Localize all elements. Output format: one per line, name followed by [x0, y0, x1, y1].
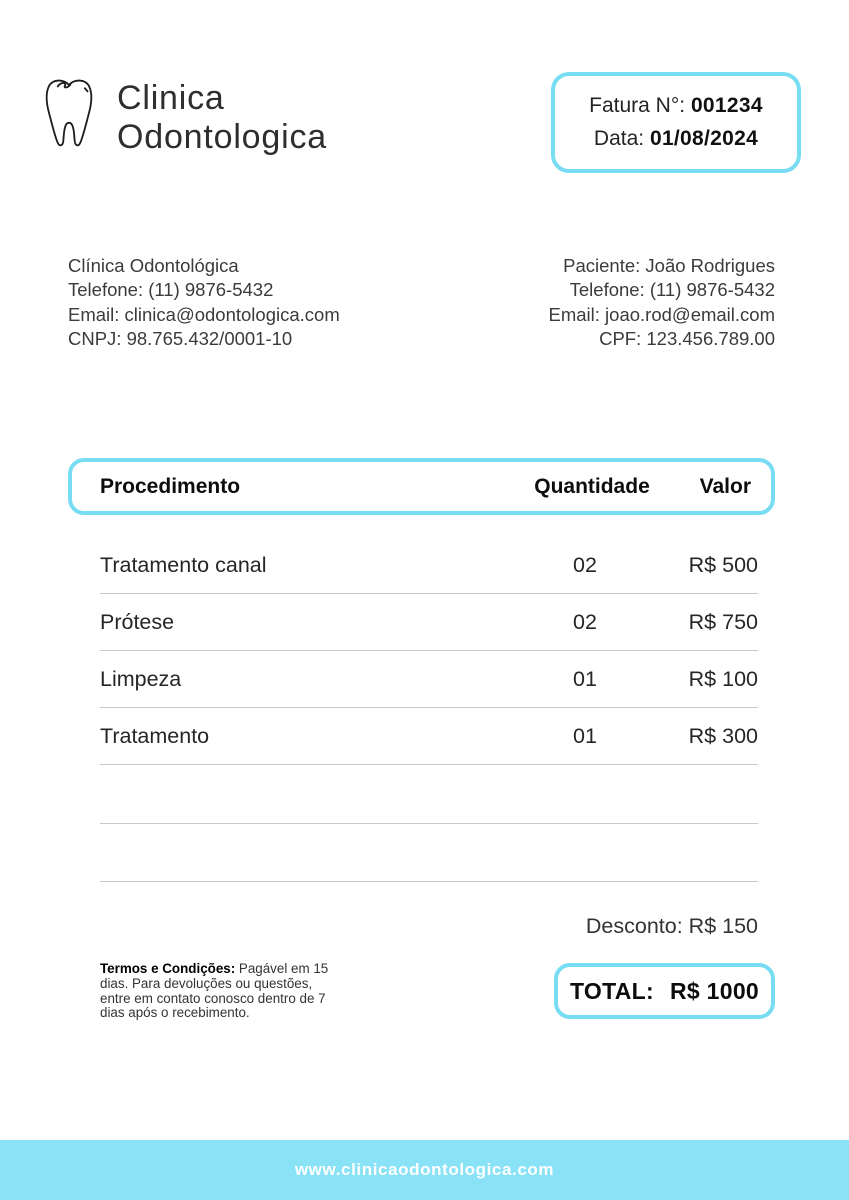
table-row — [100, 594, 758, 651]
cell-value: R$ 750 — [688, 609, 758, 634]
discount-line: Desconto: R$ 150 — [585, 914, 758, 938]
header-procedure: Procedimento — [100, 474, 241, 498]
cell-value: R$ 500 — [688, 552, 758, 577]
clinic-logo — [40, 76, 100, 154]
invoice-number-line — [589, 94, 763, 118]
invoice-date-label: Data: — [593, 127, 645, 150]
patient-info-block — [549, 254, 775, 352]
table-row — [100, 537, 758, 594]
patient-cpf: CPF: 123.456.789.00 — [599, 328, 775, 350]
terms-body: Pagável em 15 dias. Para devoluções ou questões, entre em contato conosco dentro de 7 dias após o recebimento. — [100, 961, 329, 1021]
tooth-icon — [40, 76, 98, 154]
invoice-meta-box — [551, 72, 801, 173]
table-row-empty — [100, 824, 758, 883]
brand-name — [117, 79, 327, 157]
header-value: Valor — [699, 474, 751, 498]
clinic-cnpj: CNPJ: 98.765.432/0001-10 — [68, 328, 293, 350]
clinic-phone: Telefone: (11) 9876-5432 — [68, 279, 274, 301]
cell-quantity: 01 — [573, 666, 597, 691]
table-header — [68, 458, 775, 515]
cell-procedure: Prótese — [100, 609, 175, 634]
patient-phone: Telefone: (11) 9876-5432 — [569, 279, 775, 301]
cell-value: R$ 300 — [688, 723, 758, 748]
patient-email: Email: joao.rod@email.com — [548, 303, 775, 325]
terms-title: Termos e Condições: — [100, 961, 239, 976]
clinic-email: Email: clinica@odontologica.com — [68, 303, 340, 325]
cell-quantity: 01 — [573, 723, 597, 748]
cell-procedure: Tratamento canal — [100, 552, 267, 577]
invoice-number-label: Fatura N°: — [589, 94, 686, 117]
header-quantity: Quantidade — [534, 474, 650, 498]
footer-website-link[interactable]: www.clinicaodontologica.com — [294, 1160, 555, 1179]
cell-procedure: Tratamento — [100, 723, 210, 748]
table-row — [100, 708, 758, 765]
cell-procedure: Limpeza — [100, 666, 182, 691]
clinic-info-block — [68, 254, 340, 352]
clinic-name: Clínica Odontológica — [68, 255, 239, 276]
brand-name-line2: Odontologica — [117, 118, 327, 156]
invoice-number-value: 001234 — [690, 94, 763, 117]
total-box — [554, 963, 775, 1019]
brand-name-line1: Clinica — [117, 79, 225, 117]
terms-block — [100, 962, 337, 1021]
table-body — [100, 537, 758, 882]
total-label: TOTAL: — [569, 977, 654, 1004]
invoice-date-line — [594, 127, 758, 151]
footer-bar — [0, 1140, 849, 1200]
patient-name: Paciente: João Rodrigues — [563, 255, 775, 276]
cell-quantity: 02 — [573, 552, 597, 577]
cell-quantity: 02 — [573, 609, 597, 634]
cell-value: R$ 100 — [688, 666, 758, 691]
table-row — [100, 651, 758, 708]
total-value: R$ 1000 — [669, 977, 760, 1004]
invoice-date-value: 01/08/2024 — [649, 127, 759, 150]
table-row-empty — [100, 765, 758, 824]
